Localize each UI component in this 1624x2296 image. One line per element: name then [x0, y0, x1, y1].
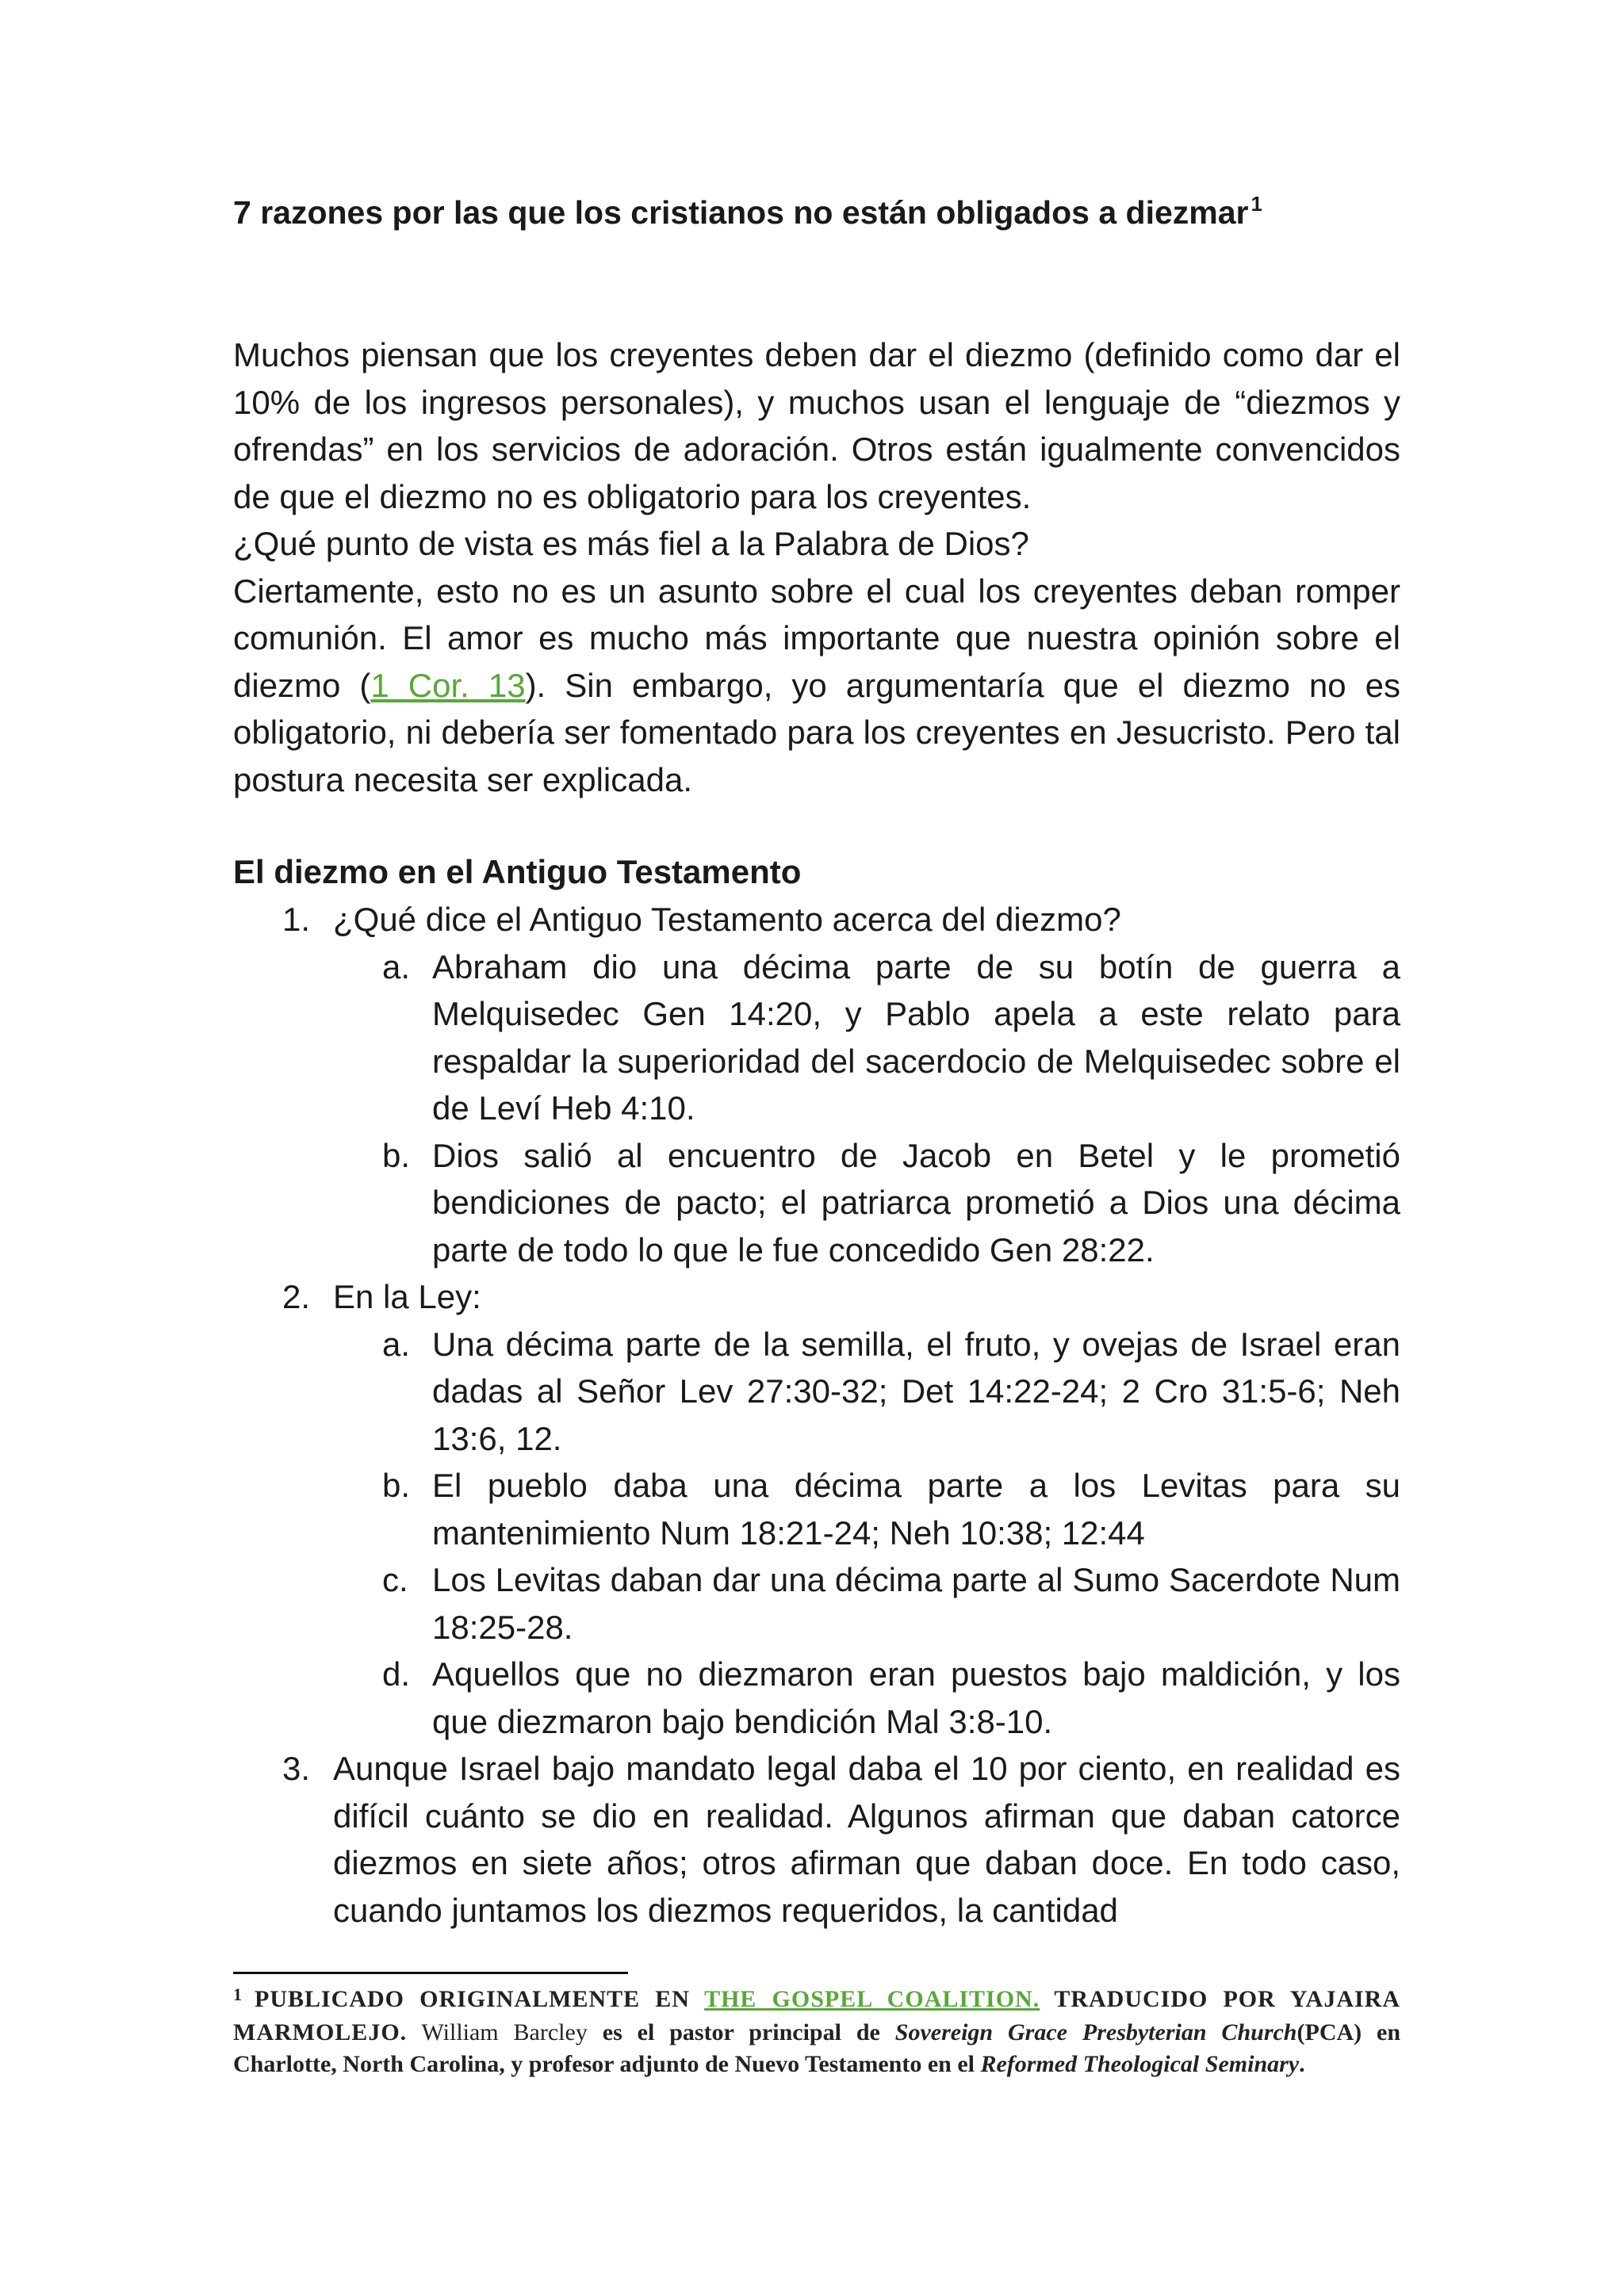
document-title — [233, 189, 1400, 240]
sub-item-letter: b. — [382, 1467, 411, 1504]
footnote-separator — [233, 1972, 628, 1974]
bible-reference-link[interactable]: 1 Cor. 13 — [370, 666, 526, 704]
list-number: 1. — [282, 901, 311, 938]
old-testament-section — [233, 848, 1400, 1934]
footnote-mid-1: es el pastor principal de — [602, 2019, 880, 2045]
numbered-list — [233, 896, 1400, 1934]
sub-item — [333, 1651, 1400, 1745]
footnote-mid-2: (PCA) en Charlotte, North Carolina, y profesor adjunto de Nuevo Testamento en el — [233, 2019, 1401, 2077]
footnote-church: Sovereign Grace Presbyterian Church — [894, 2019, 1297, 2045]
intro-paragraph-3 — [233, 568, 1400, 804]
gospel-coalition-link[interactable]: THE GOSPEL COALITION. — [704, 1986, 1040, 2012]
sub-item-letter: c. — [382, 1561, 408, 1598]
list-number: 2. — [282, 1278, 311, 1315]
sub-item-text: Los Levitas daban dar una décima parte al Sumo Sacerdote Num 18:25-28. — [432, 1561, 1400, 1646]
sub-item-text: Aquellos que no diezmaron eran puestos bajo maldición, y los que diezmaron bajo bendición Mal 3:8-10. — [432, 1655, 1400, 1740]
footnote — [233, 1984, 1400, 2080]
sub-item — [333, 1132, 1400, 1274]
footnote-seminary: Reformed Theological Seminary — [980, 2051, 1300, 2077]
sub-item-text: El pueblo daba una décima parte a los Levitas para su mantenimiento Num 18:21-24; Neh 10:38; 12:44 — [432, 1467, 1400, 1552]
sub-list — [333, 1321, 1400, 1746]
footnote-number: 1 — [233, 1984, 242, 2004]
sub-item — [333, 943, 1400, 1132]
title-text: 7 razones por las que los cristianos no están obligados a diezmar — [233, 194, 1249, 231]
sub-item-letter: a. — [382, 947, 411, 985]
intro-section — [233, 331, 1400, 803]
sub-item — [333, 1462, 1400, 1556]
sub-item-text: Dios salió al encuentro de Jacob en Betel y le prometió bendiciones de pacto; el patriarca prometió a Dios una décima parte de todo lo que le fue concedido Gen 28:22. — [432, 1136, 1400, 1269]
list-item-text: Aunque Israel bajo mandato legal daba el 10 por ciento, en realidad es difícil cuánto se dio en realidad. Algunos afirman que daban catorce diezmos en siete años; otros afirman que daban doce. En todo caso, cuando juntamos los diezmos requeridos, la cantidad — [333, 1750, 1400, 1929]
intro-paragraph-2: ¿Qué punto de vista es más fiel a la Palabra de Dios? — [233, 525, 1029, 562]
intro-p3-before: Ciertamente, esto no es un asunto sobre el cual los creyentes deban romper comunión. El amor es mucho más importante que nuestra opinión sobre el diezmo ( — [233, 572, 1400, 704]
list-item-text: En la Ley: — [333, 1278, 481, 1315]
sub-item-text: Abraham dio una décima parte de su botín de guerra a Melquisedec Gen 14:20, y Pablo apela a este relato para respaldar la superioridad del sacerdocio de Melquisedec sobre el de Leví Heb 4:10. — [432, 947, 1400, 1127]
sub-item-text: Una décima parte de la semilla, el fruto, y ovejas de Israel eran dadas al Señor Lev 27:30-32; Det 14:22-24; 2 Cro 31:5-6; Neh 13:6, 12. — [432, 1325, 1400, 1457]
intro-paragraph-1: Muchos piensan que los creyentes deben dar el diezmo (definido como dar el 10% de los ingresos personales), y muchos usan el lenguaje de “diezmos y ofrendas” en los servicios de adoración. Otros están igualmente convencidos de que el diezmo no es obligatorio para los creyentes. — [233, 336, 1400, 515]
section-heading: El diezmo en el Antiguo Testamento — [233, 853, 802, 890]
footnote-end: . — [1299, 2051, 1305, 2077]
list-item-text: ¿Qué dice el Antiguo Testamento acerca del diezmo? — [333, 901, 1121, 938]
list-item-2 — [233, 1273, 1400, 1745]
list-item-1 — [233, 896, 1400, 1273]
list-item-3 — [233, 1745, 1400, 1934]
footnote-translator: TRADUCIDO POR YAJAIRA MARMOLEJO. — [233, 1986, 1401, 2045]
sub-item-letter: a. — [382, 1325, 411, 1363]
sub-item — [333, 1556, 1400, 1651]
sub-item-letter: d. — [382, 1655, 411, 1693]
sub-list — [333, 943, 1400, 1274]
list-number: 3. — [282, 1750, 311, 1787]
footnote-author: William Barcley — [421, 2019, 588, 2045]
sub-item-letter: b. — [382, 1136, 411, 1174]
sub-item — [333, 1321, 1400, 1463]
footnote-reference[interactable]: 1 — [1251, 192, 1262, 216]
intro-p3-after: ). Sin embargo, yo argumentaría que el diezmo no es obligatorio, ni debería ser fomentado para los creyentes en Jesucristo. Pero tal postura necesita ser explicada. — [233, 666, 1400, 798]
footnote-lead: PUBLICADO ORIGINALMENTE EN — [255, 1986, 690, 2012]
